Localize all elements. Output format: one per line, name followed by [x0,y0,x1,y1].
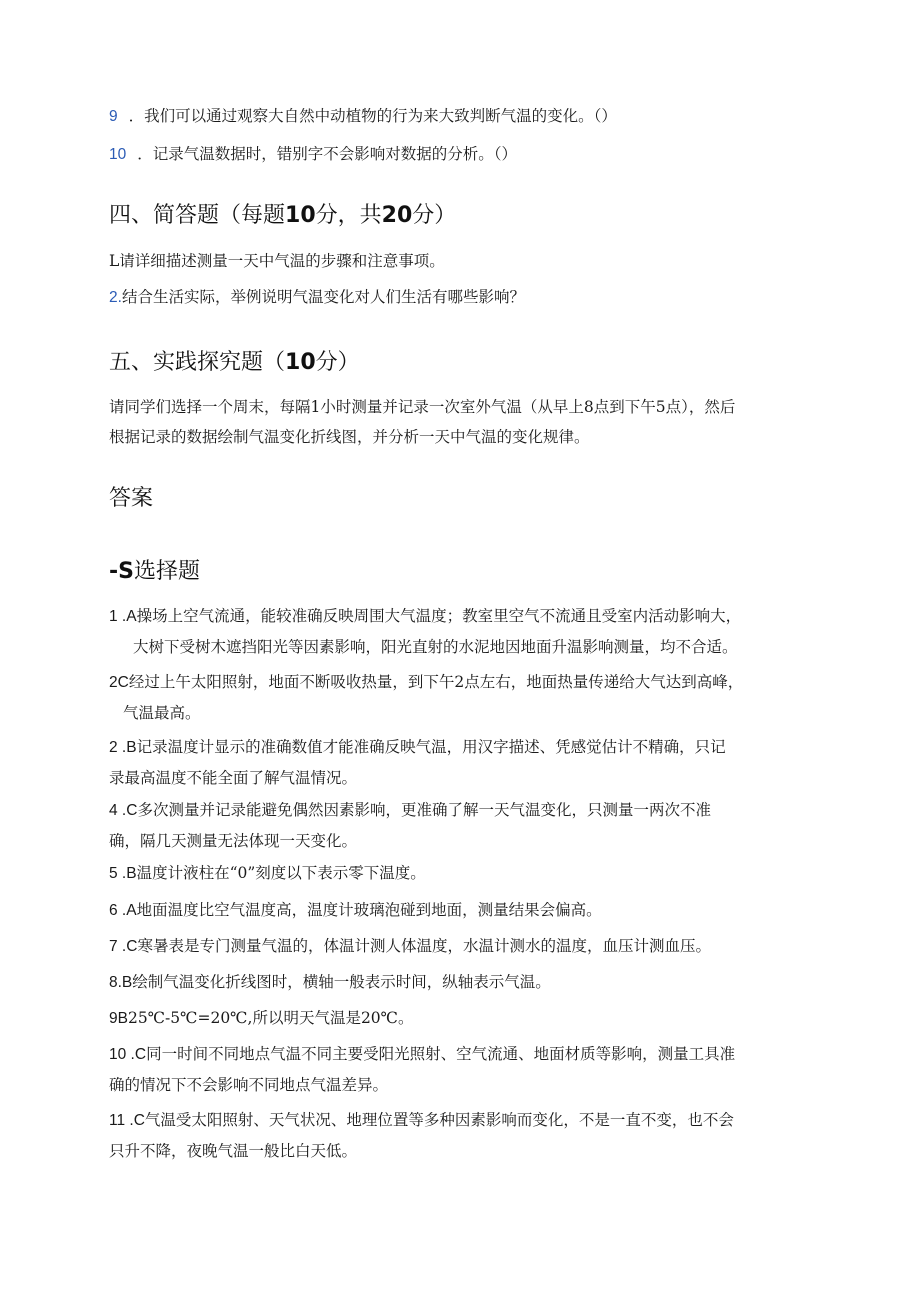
answer-6 [109,895,809,926]
heading-part: 五、实践探究题（ [109,350,286,375]
answer-text-cont: 确，隔几天测量无法体现一天变化。 [109,832,358,850]
question-text: 结合生活实际，举例说明气温变化对人们生活有哪些影响？ [121,288,525,306]
answer-label: 8.B [109,974,133,991]
answer-label: 4 .C [109,802,138,819]
answer-text: 地面温度比空气温度高，温度计玻璃泡碰到地面，测量结果会偏高。 [136,901,602,919]
practice-line-1: 请同学们选择一个周末，每隔1小时测量并记录一次室外气温（从早上8点到下午5点），然后 [109,398,736,416]
answer-label: 9B [109,1010,128,1027]
heading-number: 20 [381,203,413,228]
question-text: ．记录气温数据时，错别字不会影响对数据的分析。（） [137,145,517,163]
answer-text-cont: 录最高温度不能全面了解气温情况。 [109,769,358,787]
answer-label: 6 .A [109,902,137,919]
judge-question-9 [109,106,617,127]
answer-text: 操场上空气流通，能较准确反映周围大气温度；教室里空气不流通且受室内活动影响大， [136,607,742,625]
subtitle-prefix: -S [109,559,134,584]
answer-label: 10 .C [109,1046,147,1063]
answer-text: 绘制气温变化折线图时，横轴一般表示时间，纵轴表示气温。 [132,973,551,991]
answer-11 [109,1105,809,1166]
answer-text: 寒暑表是专门测量气温的，体温计测人体温度，水温计测水的温度，血压计测血压。 [137,937,711,955]
answer-text-cont: 大树下受树木遮挡阳光等因素影响，阳光直射的水泥地因地面升温影响测量，均不合适。 [133,638,738,656]
section-4-heading [109,202,456,230]
answer-3 [109,732,809,793]
judge-question-10 [109,144,517,165]
answer-text: 多次测量并记录能避免偶然因素影响，更准确了解一天气温变化，只测量一两次不准 [137,801,711,819]
question-number: 2. [109,289,122,306]
answer-text: 记录温度计显示的准确数值才能准确反映气温，用汉字描述、凭感觉估计不精确，只记 [136,738,726,756]
answer-label: 11 .C [109,1112,145,1129]
question-text: ．我们可以通过观察大自然中动植物的行为来大致判断气温的变化。（） [128,107,617,125]
practice-question [109,392,809,452]
answer-10 [109,1039,809,1100]
answer-7 [109,931,809,962]
heading-part: 分，共 [315,203,382,228]
question-number: 10 [109,146,127,163]
heading-number: 10 [285,350,316,375]
short-answer-question-2 [109,287,525,308]
answer-text: 温度计液柱在“0”刻度以下表示零下温度。 [136,864,426,882]
answer-text-cont: 确的情况下不会影响不同地点气温差异。 [109,1076,389,1094]
answer-8 [109,967,809,998]
answer-text: 气温受太阳照射、天气状况、地理位置等多种因素影响而变化，不是一直不变，也不会 [144,1111,734,1129]
answer-label: 7 .C [109,938,138,955]
answer-5 [109,858,809,889]
heading-number: 10 [285,203,316,228]
answer-text-cont: 只升不降，夜晚气温一般比白天低。 [109,1142,358,1160]
answer-label: 1 .A [109,608,137,625]
question-number: 9 [109,108,118,125]
answer-label: 2 .B [109,739,137,756]
answer-text-cont: 气温最高。 [123,704,201,722]
answer-2 [109,667,809,728]
answers-title: 答案 [109,486,154,511]
answers-subtitle [109,558,200,586]
answer-label: 5 .B [109,865,137,882]
answer-4 [109,795,809,856]
answer-9 [109,1003,809,1034]
heading-part: 分） [315,350,360,375]
answer-text: 同一时间不同地点气温不同主要受阳光照射、空气流通、地面材质等影响，测量工具准 [146,1045,736,1063]
answer-label: 2C [109,674,129,691]
subtitle-text: 选择题 [133,559,200,584]
answer-text: 25℃-5℃=20℃,所以明天气温是20℃。 [127,1009,414,1027]
answer-1 [109,601,809,662]
section-5-heading [109,349,360,377]
heading-part: 四、简答题（每题 [109,203,286,228]
heading-part: 分） [412,203,457,228]
short-answer-question-1: L请详细描述测量一天中气温的步骤和注意事项。 [109,252,445,270]
answer-text: 经过上午太阳照射，地面不断吸收热量，到下午2点左右，地面热量传递给大气达到高峰， [128,673,744,691]
practice-line-2: 根据记录的数据绘制气温变化折线图，并分析一天中气温的变化规律。 [109,428,590,446]
